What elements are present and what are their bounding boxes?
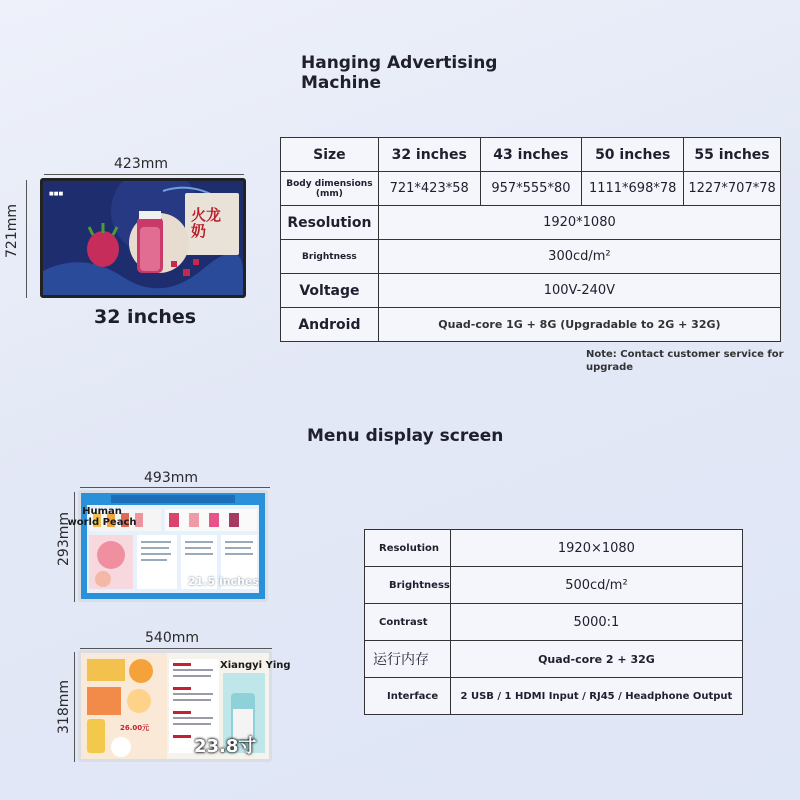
width-dimension-line	[44, 174, 244, 175]
table-row	[281, 172, 781, 206]
table-row	[281, 274, 781, 308]
row-label: Voltage	[281, 274, 379, 308]
table-cell: 957*555*80	[480, 172, 582, 206]
section1-title-line1: Hanging Advertising	[301, 53, 498, 73]
screen2-width-line	[80, 648, 272, 649]
poster-headline: 火龙奶	[191, 206, 222, 240]
width-label: 423mm	[114, 156, 168, 172]
header-cell: Size	[281, 138, 379, 172]
header-cell: 50 inches	[582, 138, 684, 172]
table-row	[365, 604, 743, 641]
row-label: Android	[281, 308, 379, 342]
row-label: Brightness	[365, 567, 451, 604]
screen2-height-label: 318mm	[56, 680, 72, 734]
screen2-height-line	[74, 652, 75, 762]
table-cell: 5000:1	[450, 604, 742, 641]
screen2-price-text: 26.00元	[120, 724, 150, 732]
row-label: 运行内存	[365, 641, 451, 678]
row-label: Brightness	[281, 240, 379, 274]
upgrade-note: Note: Contact customer service for upgrade	[586, 349, 784, 373]
table-row	[365, 641, 743, 678]
row-label: Resolution	[365, 530, 451, 567]
section1-title	[301, 53, 497, 93]
header-cell: 43 inches	[480, 138, 582, 172]
table-cell: 2 USB / 1 HDMI Input / RJ45 / Headphone Output	[450, 678, 742, 715]
row-label: Body dimensions (mm)	[281, 172, 379, 206]
hanging-ad-machine-screen	[40, 178, 246, 298]
table-cell: 100V-240V	[378, 274, 780, 308]
table-row	[281, 206, 781, 240]
menu-display-spec-table	[364, 529, 743, 715]
screen2-size-caption: 23.8寸	[194, 736, 257, 757]
table-cell: 300cd/m²	[378, 240, 780, 274]
section1-title-line2: Machine	[301, 73, 382, 93]
row-label: Contrast	[365, 604, 451, 641]
row-label: Interface	[365, 678, 451, 715]
table-row	[281, 240, 781, 274]
table-cell: 721*423*58	[378, 172, 480, 206]
screen1-width-label: 493mm	[144, 470, 198, 486]
table-cell: 1920×1080	[450, 530, 742, 567]
product-size-caption: 32 inches	[94, 306, 197, 328]
table-row	[281, 308, 781, 342]
height-label: 721mm	[4, 204, 20, 258]
screen2-width-label: 540mm	[145, 630, 199, 646]
table-row	[281, 138, 781, 172]
table-cell: 500cd/m²	[450, 567, 742, 604]
table-cell: 1111*698*78	[582, 172, 684, 206]
screen1-width-line	[80, 487, 270, 488]
section2-title: Menu display screen	[307, 426, 504, 446]
screen1-overlay-text: Human world Peach	[67, 506, 137, 528]
table-cell: 1227*707*78	[684, 172, 781, 206]
table-cell: 1920*1080	[378, 206, 780, 240]
table-row	[365, 530, 743, 567]
screen1-size-caption: 21.5 inches	[188, 575, 259, 588]
screen2-overlay-text: Xiangyi Ying	[220, 660, 291, 671]
table-row	[365, 567, 743, 604]
header-cell: 55 inches	[684, 138, 781, 172]
row-label: Resolution	[281, 206, 379, 240]
header-cell: 32 inches	[378, 138, 480, 172]
table-row	[365, 678, 743, 715]
svg-text:■■■: ■■■	[49, 191, 64, 197]
table-cell: Quad-core 1G + 8G (Upgradable to 2G + 32G)	[378, 308, 780, 342]
screen1-height-label: 293mm	[56, 512, 72, 566]
table-cell: Quad-core 2 + 32G	[450, 641, 742, 678]
hanging-ad-spec-table	[280, 137, 781, 342]
height-dimension-line	[26, 180, 27, 298]
